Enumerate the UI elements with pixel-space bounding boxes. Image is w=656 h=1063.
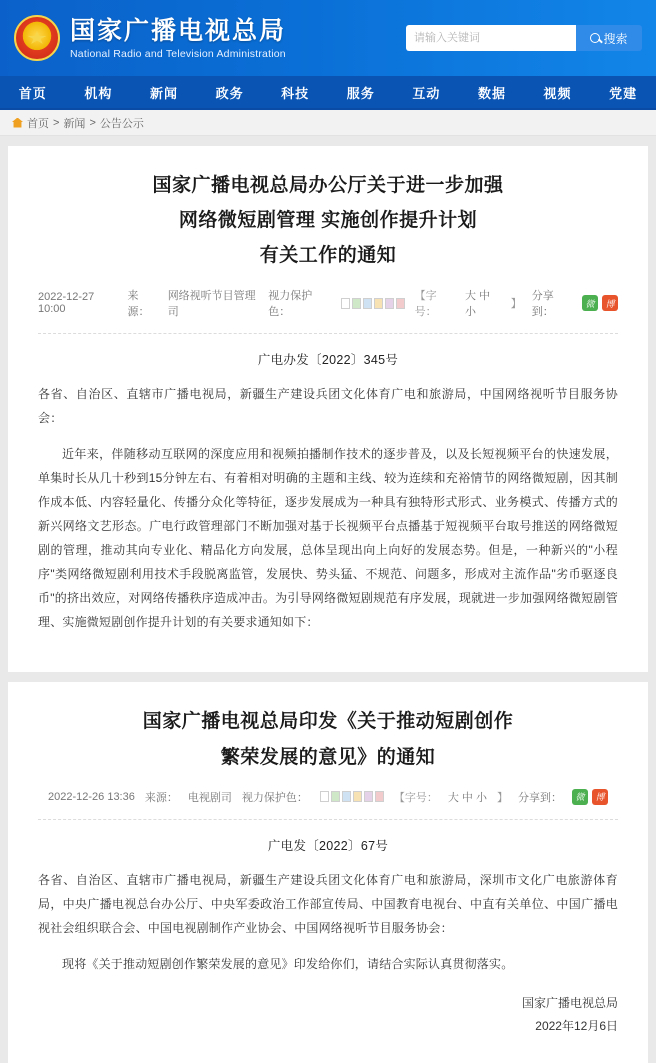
eye-protect-label: 视力保护色： [268, 290, 313, 319]
article-paragraph: 各省、自治区、直辖市广播电视局，新疆生产建设兵团文化体育广电和旅游局，中国网络视听节目服务协会： [38, 387, 618, 426]
nav-item-interaction[interactable]: 互动 [412, 85, 441, 101]
nav-item-organization[interactable]: 机构 [84, 85, 113, 101]
site-title-cn: 国家广播电视总局 [70, 16, 287, 45]
source-label: 来源： [144, 791, 178, 804]
swatch-white[interactable] [320, 791, 329, 802]
site-title-block [70, 17, 286, 60]
national-emblem-icon [14, 15, 60, 61]
share-icons [582, 295, 618, 311]
article-signature [38, 992, 618, 1038]
breadcrumb-item-news[interactable]: 新闻 [63, 117, 86, 130]
nav-item-data[interactable]: 数据 [477, 85, 506, 101]
article-meta [38, 789, 618, 805]
article-paragraph: 各省、自治区、直辖市广播电视局，新疆生产建设兵团文化体育广电和旅游局，深圳市文化广电旅游体育局，中央广播电视总台办公厅、中央军委政治工作部宣传局、中国教育电视台、中直有关单位、中国广播电视社会组织联合会、中国电视剧制作产业协会、中国网络视听节目服务协会： [38, 872, 618, 935]
signature-org: 国家广播电视总局 [521, 995, 618, 1010]
nav-item-home[interactable]: 首页 [18, 85, 47, 101]
signature-date: 2022年12月6日 [535, 1018, 618, 1033]
share-label: 分享到： [517, 791, 562, 804]
breadcrumb-item-home[interactable]: 首页 [27, 117, 49, 130]
eye-protect-label: 视力保护色： [241, 791, 308, 804]
publish-date: 2022-12-27 10:00 [38, 291, 95, 316]
breadcrumb-separator: > [89, 116, 96, 129]
article-title-line: 国家广播电视总局印发《关于推动短剧创作 [142, 711, 514, 733]
meta-divider [38, 819, 618, 820]
page-title [38, 168, 618, 273]
nav-item-government[interactable]: 政务 [215, 85, 244, 101]
swatch-blue[interactable] [342, 791, 351, 802]
nav-item-party[interactable]: 党建 [609, 85, 638, 101]
nav-item-news[interactable]: 新闻 [149, 85, 178, 101]
swatch-purple[interactable] [364, 791, 373, 802]
search-box[interactable] [406, 25, 642, 51]
font-size-label: 【字号： [414, 290, 437, 319]
search-icon [590, 33, 600, 43]
source-value: 网络视听节目管理司 [167, 290, 256, 319]
meta-divider [38, 333, 618, 334]
share-icons [572, 789, 608, 805]
wechat-share-icon[interactable]: 微 [572, 789, 588, 805]
document-number: 广电办发〔2022〕345号 [257, 353, 399, 368]
site-header [0, 0, 656, 76]
swatch-pink[interactable] [396, 298, 405, 309]
home-icon [12, 118, 23, 128]
swatch-green[interactable] [331, 791, 340, 802]
nav-item-technology[interactable]: 科技 [281, 85, 310, 101]
swatch-green[interactable] [352, 298, 361, 309]
site-title-en: National Radio and Television Administration [70, 47, 286, 60]
article-card [8, 682, 648, 1063]
font-size-close: 】 [496, 791, 508, 804]
nav-item-services[interactable]: 服务 [346, 85, 375, 101]
swatch-pink[interactable] [375, 791, 384, 802]
swatch-yellow[interactable] [353, 791, 362, 802]
weibo-share-icon[interactable]: 博 [592, 789, 608, 805]
font-size-options[interactable]: 大 中 小 [447, 791, 487, 804]
article-title-line: 繁荣发展的意见》的通知 [220, 746, 436, 768]
swatch-yellow[interactable] [374, 298, 383, 309]
article-paragraph: 现将《关于推动短剧创作繁荣发展的意见》印发给你们，请结合实际认真贯彻落实。 [62, 956, 514, 971]
source-value: 电视剧司 [187, 791, 232, 804]
search-input[interactable] [406, 25, 576, 51]
main-nav [0, 76, 656, 110]
search-button-label: 搜索 [603, 31, 628, 46]
font-size-close: 】 [510, 298, 522, 311]
publish-date: 2022-12-26 13:36 [48, 790, 135, 803]
swatch-blue[interactable] [363, 298, 372, 309]
font-size-label: 【字号： [393, 791, 438, 804]
document-number: 广电发〔2022〕67号 [267, 838, 389, 853]
search-button[interactable] [576, 25, 642, 51]
eye-protect-swatches[interactable] [320, 791, 384, 802]
nav-item-video[interactable]: 视频 [543, 85, 572, 101]
article-meta [38, 287, 618, 319]
breadcrumb-item-announcements[interactable]: 公告公示 [99, 117, 144, 130]
swatch-white[interactable] [341, 298, 350, 309]
wechat-share-icon[interactable]: 微 [582, 295, 598, 311]
share-label: 分享到： [531, 290, 554, 319]
swatch-purple[interactable] [385, 298, 394, 309]
eye-protect-swatches[interactable] [341, 298, 405, 309]
article-card [8, 146, 648, 672]
source-label: 来源： [127, 290, 150, 319]
breadcrumb [0, 110, 656, 136]
article-title-line: 国家广播电视总局办公厅关于进一步加强 [152, 175, 504, 196]
font-size-options[interactable]: 大 中 小 [464, 290, 490, 319]
weibo-share-icon[interactable]: 博 [602, 295, 618, 311]
article-paragraph: 近年来，伴随移动互联网的深度应用和视频拍播制作技术的逐步普及，以及长短视频平台的快速发展，单集时长从几十秒到15分钟左右、有着相对明确的主题和主线、较为连续和充裕情节的网络微短剧，因其制作成本低、内容轻量化、传播分众化等特征，逐步发展成为一种具有独特形式形式、业务模式、传播方式的新兴网络文艺形态。广电行政管理部门不断加强对基于长视频平台点播基于短视频平台取号推送的网络微短剧的管理，推动其向专业化、精品化方向发展，总体呈现出向上向好的发展态势。但是，一种新兴的"小程序"类网络微短剧利用技术手段脱离监管，发展快、势头猛、不规范、问题多，形成对主流作品"劣币驱逐良币"的挤出效应，对网络传播秩序造成冲击。为引导网络微短剧规范有序发展，现就进一步加强网络微短剧管理、实施微短剧创作提升计划的有关要求通知如下： [38, 447, 618, 630]
breadcrumb-separator: > [53, 116, 60, 129]
article-title-line: 有关工作的通知 [259, 245, 397, 267]
page-title [38, 704, 618, 774]
article-title-line: 网络微短剧管理 实施创作提升计划 [178, 210, 478, 232]
